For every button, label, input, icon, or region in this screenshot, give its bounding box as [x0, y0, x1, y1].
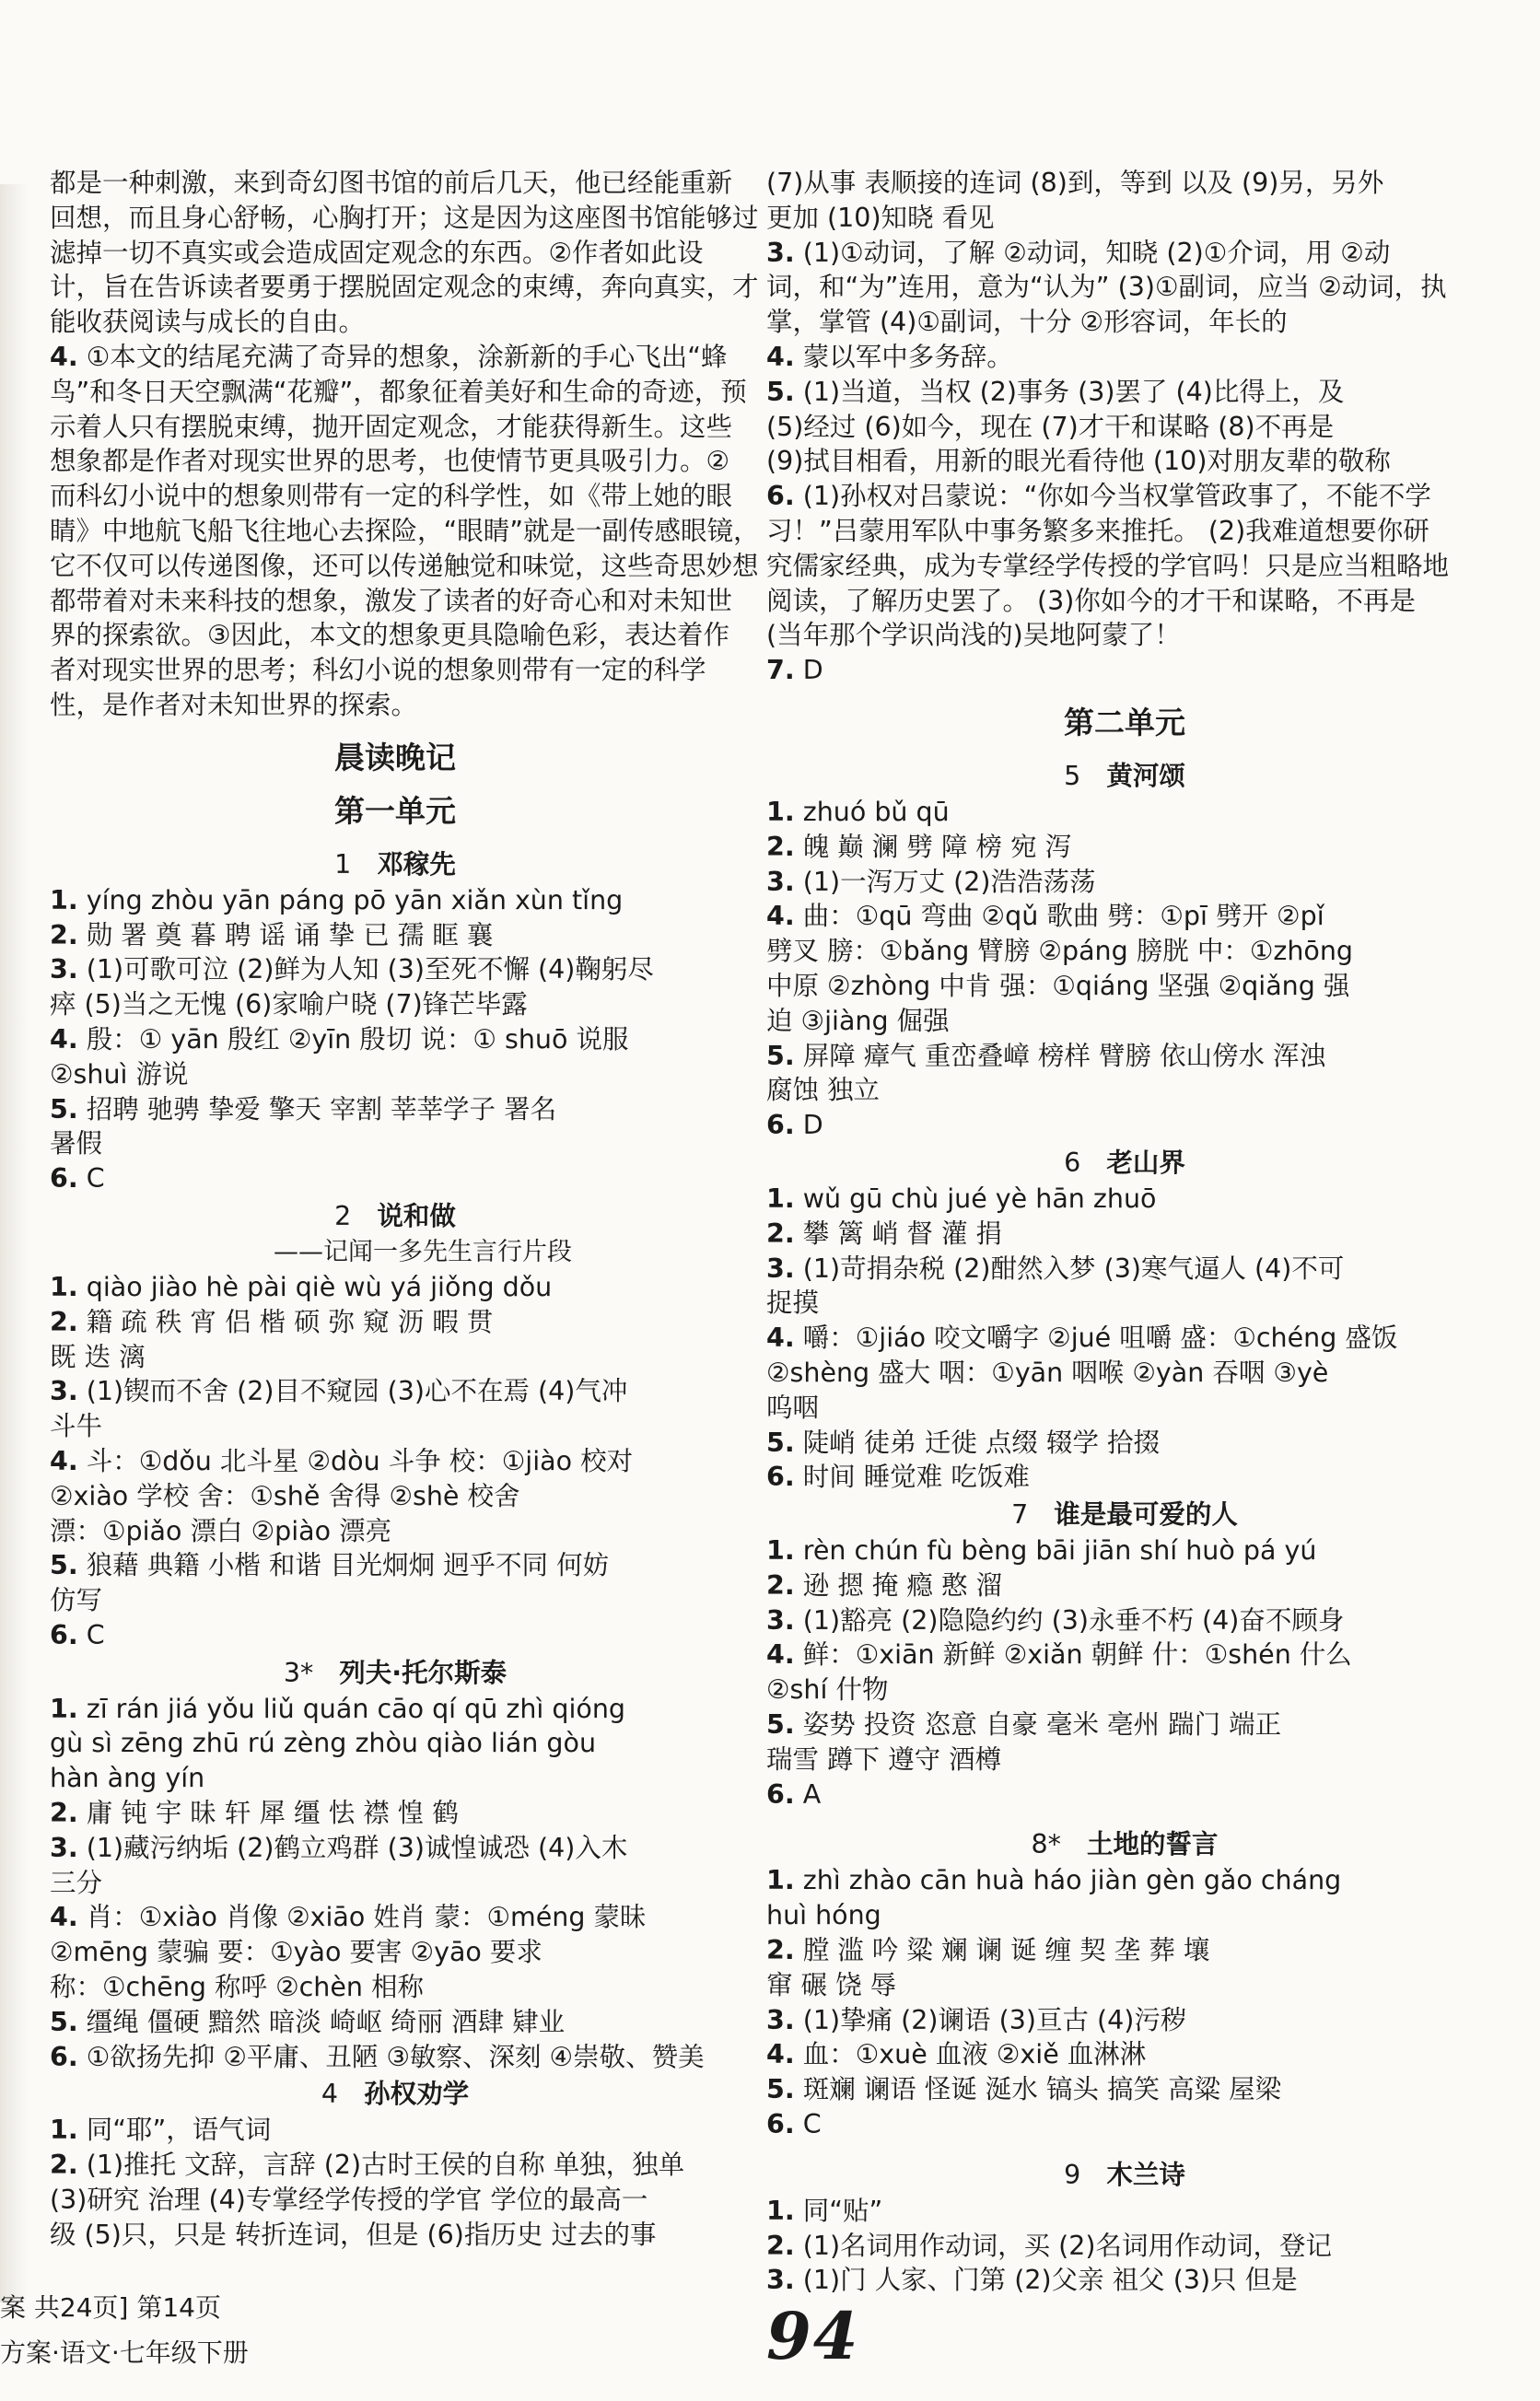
answer-line: 暑假 — [50, 1128, 103, 1160]
answer-line: 1. rèn chún fù bèng bāi jiān shí huò pá yú — [766, 1535, 1317, 1567]
answer-line: 级 (5)只，只是 转折连词，但是 (6)指历史 过去的事 — [50, 2219, 657, 2250]
lesson-answers — [50, 883, 741, 1196]
answer-line: 5. 狼藉 典籍 小楷 和谐 目光炯炯 迥乎不同 何妨 — [50, 1550, 610, 1581]
answer-line: ②xiào 学校 舍：①shě 舍得 ②shè 校舍 — [50, 1480, 520, 1511]
answer-line: 6. C — [50, 1619, 105, 1650]
answer-line: 性，是作者对未知世界的探索。 — [50, 689, 418, 720]
answer-line: 三分 — [50, 1867, 103, 1898]
answer-line: huì hóng — [766, 1900, 881, 1931]
answer-line: 而科幻小说中的想象则带有一定的科学性，如《带上她的眼 — [50, 481, 733, 512]
answer-line: 6. D — [766, 1110, 823, 1141]
answer-line: ②shí 什物 — [766, 1674, 889, 1706]
lesson-subtitle: ——记闻一多先生言行片段 — [274, 1237, 572, 1266]
answer-line: 窜 碾 饶 辱 — [766, 1969, 897, 2000]
answer-line: 瑞雪 蹲下 遵守 酒樽 — [766, 1743, 1002, 1775]
answer-line: 6. C — [50, 1163, 105, 1195]
answer-line: 既 迭 漓 — [50, 1341, 146, 1372]
lesson-answers — [766, 1182, 1483, 1495]
page-number: 94 — [766, 2298, 860, 2374]
answer-line: 2. 勋 署 奠 暮 聘 谣 诵 挚 已 孺 眶 襄 — [50, 919, 494, 950]
answer-line: 1. yíng zhòu yān páng pō yān xiǎn xùn tǐng — [50, 884, 624, 915]
answer-line: 想象都是作者对现实世界的思考，也使情节更具吸引力。② — [50, 446, 730, 477]
answer-line: 阅读，了解历史罢了。 (3)你如今的才干和谋略，不再是 — [766, 585, 1416, 616]
answer-line: 2. 魄 巅 澜 劈 障 榜 宛 泻 — [766, 831, 1072, 862]
answer-line: 3. (1)豁亮 (2)隐隐约约 (3)永垂不朽 (4)奋不顾身 — [766, 1604, 1345, 1636]
answer-line: 回想，而且身心舒畅，心胸打开；这是因为这座图书馆能够过 — [50, 202, 759, 233]
answer-line: 者对现实世界的思考；科幻小说的想象则带有一定的科学 — [50, 655, 706, 686]
answer-line: 迫 ③jiàng 倔强 — [766, 1005, 950, 1036]
answer-line: 6. A — [766, 1778, 822, 1810]
answer-line: 仿写 — [50, 1585, 103, 1616]
answer-line: 4. 曲：①qū 弯曲 ②qǔ 歌曲 劈：①pī 劈开 ②pǐ — [766, 901, 1324, 932]
answer-line: 瘁 (5)当之无愧 (6)家喻户晓 (7)锋芒毕露 — [50, 989, 528, 1020]
answer-line: 3. (1)门 人家、门第 (2)父亲 祖父 (3)只 但是 — [766, 2265, 1298, 2296]
answer-line: (当年那个学识尚浅的)吴地阿蒙了！ — [766, 620, 1181, 651]
answer-line: 捉摸 — [766, 1288, 820, 1319]
section-title: 晨读晚记 — [334, 739, 456, 775]
answer-line: 3. (1)锲而不舍 (2)目不窥园 (3)心不在焉 (4)气冲 — [50, 1376, 628, 1407]
answer-line: 1. zī rán jiá yǒu liǔ quán cāo qí qū zhì qióng — [50, 1693, 625, 1724]
answer-line: 2. (1)推托 文辞，言辞 (2)古时王侯的自称 单独，独单 — [50, 2150, 685, 2181]
lesson-answers — [50, 2113, 741, 2252]
lesson-title: 7 谁是最可爱的人 — [1011, 1499, 1238, 1531]
answer-line: 1. wǔ gū chù jué yè hān zhuō — [766, 1183, 1157, 1214]
answer-line: 睛》中地航飞船飞往地心去探险，“眼睛”就是一副传感眼镜， — [50, 515, 760, 546]
answer-line: 4. 血：①xuè 血液 ②xiě 血淋淋 — [766, 2039, 1147, 2070]
answer-line: 1. qiào jiào hè pài qiè wù yá jiǒng dǒu — [50, 1271, 553, 1302]
answer-line: 6. (1)孙权对吕蒙说：“你如今当权掌管政事了，不能不学 — [766, 481, 1431, 512]
answer-line: 4. 蒙以军中多务辞。 — [766, 341, 1013, 372]
answer-line: ②shuì 游说 — [50, 1058, 189, 1090]
lesson-answers — [50, 1692, 741, 2075]
answer-line: (7)从事 表顺接的连词 (8)到，等到 以及 (9)另，另外 — [766, 168, 1384, 198]
answer-line: 2. 攀 篱 峭 督 灌 捐 — [766, 1218, 1003, 1249]
lesson-answers — [766, 1863, 1483, 2141]
answer-line: 2. 逊 摁 掩 瘾 憨 溜 — [766, 1569, 1003, 1601]
answer-line: 斗牛 — [50, 1411, 103, 1442]
answer-line: 1. 同“耶”，语气词 — [50, 2115, 272, 2146]
lesson-title: 8* 土地的誓言 — [1031, 1829, 1219, 1860]
answer-line: 它不仅可以传递图像，还可以传递触觉和味觉，这些奇思妙想 — [50, 550, 759, 581]
answer-line: ②shèng 盛大 咽：①yān 咽喉 ②yàn 吞咽 ③yè — [766, 1357, 1329, 1388]
answer-line: 更加 (10)知晓 看见 — [766, 202, 995, 233]
answer-line: 4. 殷：① yān 殷红 ②yīn 殷切 说：① shuō 说服 — [50, 1023, 629, 1055]
answer-line: 5. 陡峭 徒弟 迁徙 点缀 辍学 拾掇 — [766, 1427, 1161, 1458]
lesson-answers-continued — [766, 166, 1483, 688]
answer-line: 4. 鲜：①xiān 新鲜 ②xiǎn 朝鲜 什：①shén 什么 — [766, 1639, 1352, 1671]
lesson-title: 2 说和做 — [334, 1200, 456, 1231]
answer-line: 5. 缰绳 僵硬 黯然 暗淡 崎岖 绮丽 酒肆 肄业 — [50, 2006, 566, 2037]
unit-title: 第一单元 — [334, 792, 456, 829]
lesson-title: 9 木兰诗 — [1064, 2159, 1185, 2190]
answer-line: 都带着对未来科技的想象，激发了读者的好奇心和对未知世 — [50, 585, 733, 616]
answer-line: 3. (1)①动词，了解 ②动词，知晓 (2)①介词，用 ②动 — [766, 237, 1391, 268]
lesson-title: 3* 列夫·托尔斯泰 — [283, 1657, 508, 1688]
intro-paragraph — [50, 166, 760, 723]
answer-line: 6. ①欲扬先抑 ②平庸、丑陋 ③敏察、深刻 ④崇敬、赞美 — [50, 2041, 705, 2072]
answer-line: 都是一种刺激，来到奇幻图书馆的前后几天，他已经能重新 — [50, 168, 733, 198]
lesson-title: 1 邓稼先 — [334, 848, 456, 880]
binding-margin — [0, 184, 28, 2302]
footer-book-title: 方案·语文·七年级下册 — [0, 2337, 249, 2368]
answer-line: (3)研究 治理 (4)专掌经学传授的学官 学位的最高一 — [50, 2185, 648, 2216]
answer-line: 3. (1)挚痛 (2)谰语 (3)亘古 (4)污秽 — [766, 2004, 1187, 2035]
answer-line: 5. (1)当道，当权 (2)事务 (3)罢了 (4)比得上，及 — [766, 376, 1345, 407]
answer-line: 2. (1)名词用作动词，买 (2)名词用作动词，登记 — [766, 2230, 1333, 2261]
answer-line: (9)拭目相看，用新的眼光看待他 (10)对朋友辈的敬称 — [766, 446, 1391, 477]
lesson-title: 5 黄河颂 — [1064, 760, 1185, 791]
answer-line: gù sì zēng zhū rú zèng zhòu qiào lián gòu — [50, 1728, 597, 1759]
answer-line: 5. 屏障 瘴气 重峦叠嶂 榜样 臂膀 依山傍水 浑浊 — [766, 1040, 1326, 1071]
answer-line: 1. 同“贴” — [766, 2195, 883, 2226]
answer-line: 词，和“为”连用，意为“认为” (3)①副词，应当 ②动词，执 — [766, 272, 1447, 303]
lesson-answers — [766, 1533, 1483, 1812]
answer-line: 呜咽 — [766, 1392, 820, 1423]
answer-line: 2. 庸 钝 宇 昧 轩 犀 缰 怯 襟 惶 鹤 — [50, 1798, 459, 1829]
lesson-answers — [766, 2194, 1483, 2298]
answer-line: hàn àng yín — [50, 1763, 205, 1794]
answer-line: 掌，掌管 (4)①副词，十分 ②形容词，年长的 — [766, 307, 1288, 338]
lesson-answers — [50, 1270, 741, 1653]
answer-line: 5. 斑斓 谰语 怪诞 涎水 镐头 搞笑 高粱 屋梁 — [766, 2074, 1282, 2105]
answer-line: 7. D — [766, 655, 823, 686]
right-column — [766, 166, 1483, 2298]
left-column — [50, 166, 760, 2253]
answer-line: 2. 籍 疏 秩 宵 侣 楷 硕 弥 窥 沥 暇 贯 — [50, 1306, 494, 1337]
lesson-title: 4 孙权劝学 — [321, 2079, 470, 2110]
lesson-title: 6 老山界 — [1064, 1147, 1185, 1178]
answer-line: 1. zhì zhào cān huà háo jiàn gèn gǎo cháng — [766, 1865, 1342, 1896]
answer-line: 腐蚀 独立 — [766, 1075, 881, 1106]
unit-title: 第二单元 — [1064, 704, 1185, 740]
answer-line: 漂：①piǎo 漂白 ②piào 漂亮 — [50, 1515, 392, 1546]
answer-line: 中原 ②zhòng 中肯 强：①qiáng 坚强 ②qiǎng 强 — [766, 970, 1350, 1001]
answer-line: 5. 姿势 投资 恣意 自豪 毫米 亳州 踹门 端正 — [766, 1709, 1282, 1741]
answer-line: 3. (1)可歌可泣 (2)鲜为人知 (3)至死不懈 (4)鞠躬尽 — [50, 954, 654, 985]
lesson-answers — [766, 795, 1483, 1143]
answer-line: ②mēng 蒙骗 要：①yào 要害 ②yāo 要求 — [50, 1937, 542, 1968]
answer-line: 称：①chēng 称呼 ②chèn 相称 — [50, 1972, 425, 2003]
answer-line: 3. (1)一泻万丈 (2)浩浩荡荡 — [766, 866, 1096, 897]
answer-line: (5)经过 (6)如今，现在 (7)才干和谋略 (8)不再是 — [766, 411, 1335, 442]
answer-line: 鸟”和冬日天空飘满“花瓣”，都象征着美好和生命的奇迹，预 — [50, 376, 747, 407]
answer-line: 习！”吕蒙用军队中事务繁多来推托。 (2)我难道想要你研 — [766, 515, 1429, 546]
answer-line: 3. (1)藏污纳垢 (2)鹤立鸡群 (3)诚惶诚恐 (4)入木 — [50, 1832, 628, 1863]
answer-line: 示着人只有摆脱束缚，抛开固定观念，才能获得新生。这些 — [50, 411, 733, 442]
answer-line: 滤掉一切不真实或会造成固定观念的东西。②作者如此设 — [50, 237, 704, 268]
answer-line: 4. ①本文的结尾充满了奇异的想象，涂新新的手心飞出“蜂 — [50, 341, 728, 372]
answer-line: 6. C — [766, 2109, 822, 2140]
answer-line: 计，旨在告诉读者要勇于摆脱固定观念的束缚，奔向真实，才 — [50, 272, 759, 303]
answer-line: 6. 时间 睡觉难 吃饭难 — [766, 1462, 1030, 1493]
answer-line: 5. 招聘 驰骋 挚爱 擎天 宰割 莘莘学子 署名 — [50, 1093, 557, 1125]
answer-line: 1. zhuó bǔ qū — [766, 796, 950, 827]
answer-line: 界的探索欲。③因此，本文的想象更具隐喻色彩，表达着作 — [50, 620, 730, 651]
answer-line: 究儒家经典，成为专掌经学传授的学官吗！只是应当粗略地 — [766, 550, 1450, 581]
answer-line: 4. 肖：①xiào 肖像 ②xiāo 姓肖 蒙：①méng 蒙昧 — [50, 1902, 647, 1933]
answer-line: 2. 膛 滥 吟 粱 斓 谰 诞 缠 契 垄 葬 壤 — [766, 1935, 1210, 1966]
answer-line: 劈叉 膀：①bǎng 臂膀 ②páng 膀胱 中：①zhōng — [766, 936, 1353, 967]
answer-line: 4. 斗：①dǒu 北斗星 ②dòu 斗争 校：①jiào 校对 — [50, 1445, 634, 1476]
footer-page-info: 案 共24页] 第14页 — [0, 2292, 221, 2323]
answer-line: 3. (1)苛捐杂税 (2)酣然入梦 (3)寒气逼人 (4)不可 — [766, 1253, 1345, 1284]
answer-line: 能收获阅读与成长的自由。 — [50, 307, 366, 338]
answer-line: 4. 嚼：①jiáo 咬文嚼字 ②jué 咀嚼 盛：①chéng 盛饭 — [766, 1323, 1398, 1354]
